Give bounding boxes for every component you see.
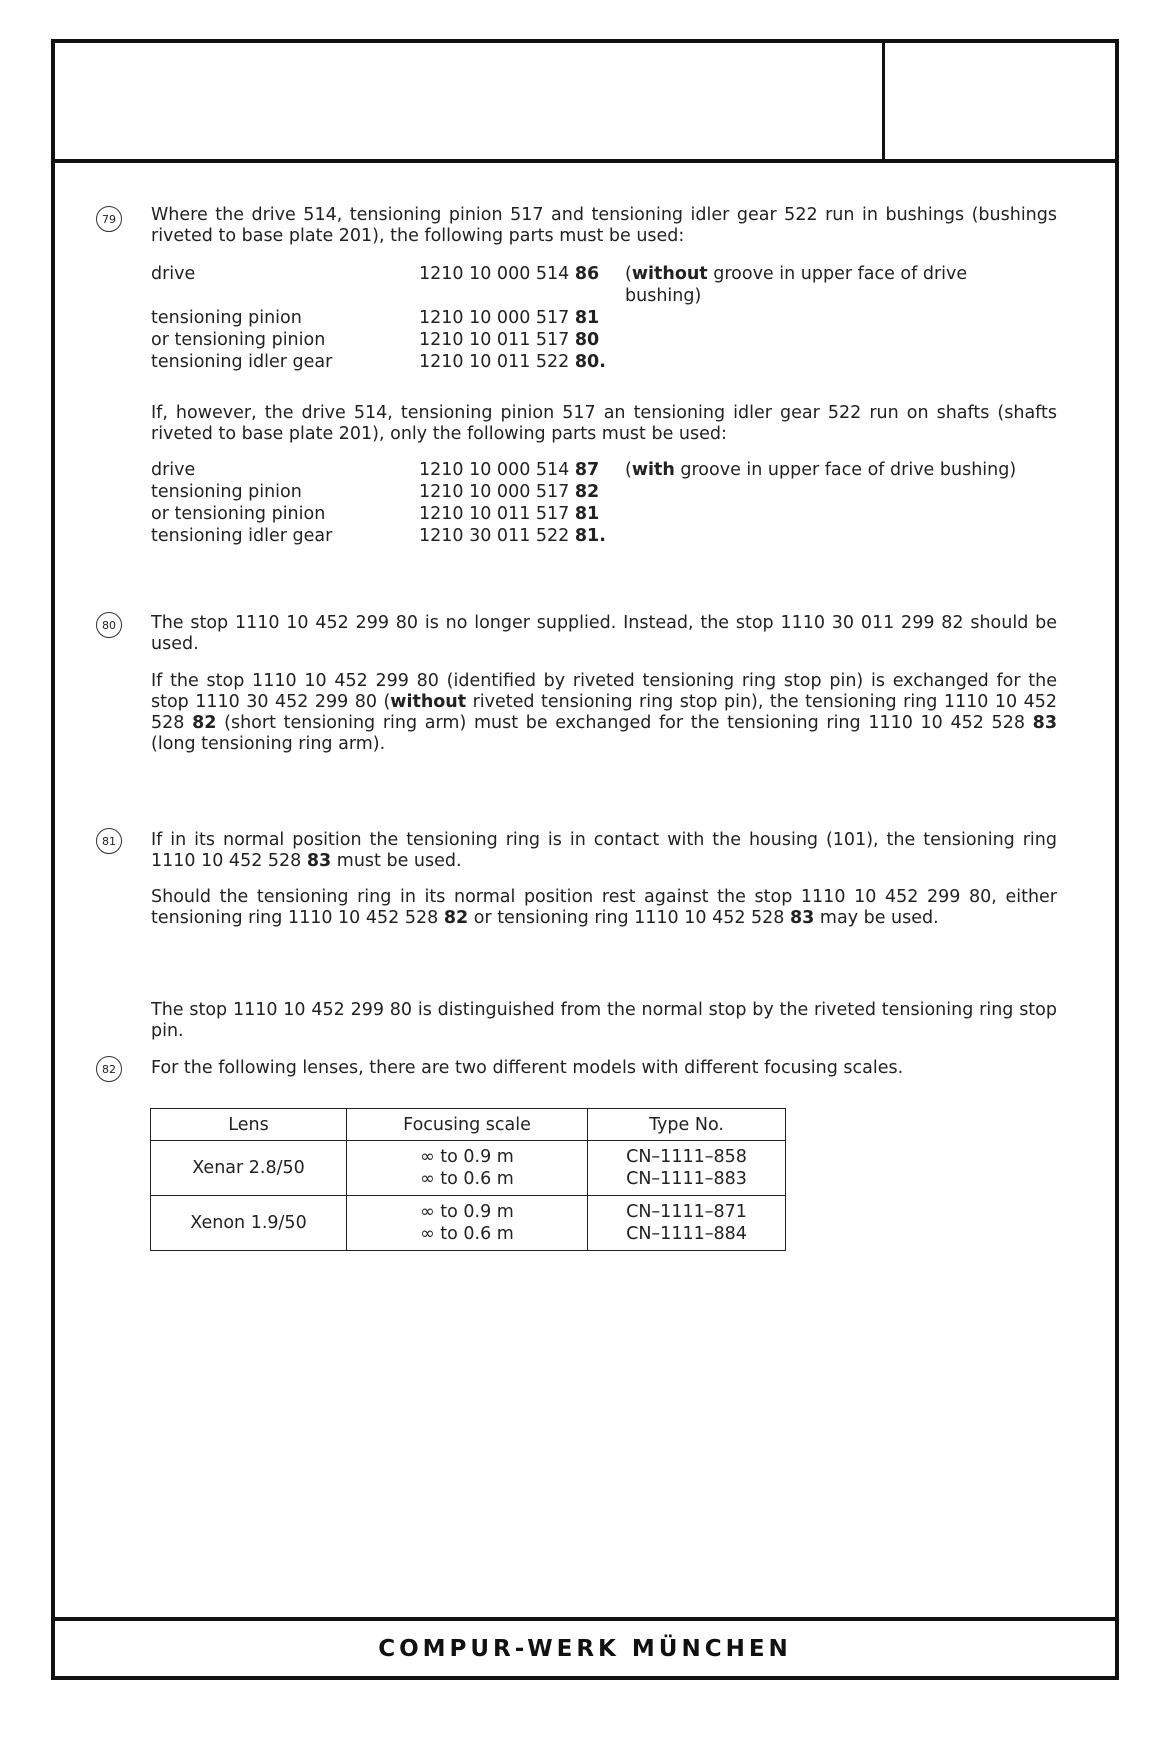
part-name: tensioning pinion [151, 482, 302, 502]
lens-cell: Xenon 1.9/50 [151, 1196, 347, 1251]
lens-cell: Xenar 2.8/50 [151, 1141, 347, 1196]
section-81-p3: The stop 1110 10 452 299 80 is distinguished from the normal stop by the riveted tensioning ring stop pin. [151, 1000, 1057, 1041]
focusing-scale-cell: ∞ to 0.9 m ∞ to 0.6 m [347, 1196, 588, 1251]
part-name: tensioning idler gear [151, 526, 333, 546]
section-79-middle: If, however, the drive 514, tensioning pinion 517 an tensioning idler gear 522 run on shafts (shafts riveted to base plate 201), only the following parts must be used: [151, 403, 1057, 444]
table-row [151, 1196, 786, 1251]
section-80-p2: If the stop 1110 10 452 299 80 (identified by riveted tensioning ring stop pin) is exchanged for the stop 1110 30 452 299 80 (without riveted tensioning ring stop pin), the tensioning ring 1110 10 452 528 82 (short tensioning ring arm) must be exchanged for the tensioning ring 1110 10 452 528 83 (long tensioning ring arm). [151, 671, 1058, 754]
part-number: 1210 10 011 517 81 [419, 504, 600, 524]
table-header-row [151, 1109, 786, 1141]
column-header: Type No. [588, 1109, 786, 1141]
type-no-cell: CN–1111–858 CN–1111–883 [588, 1141, 786, 1196]
part-number: 1210 10 011 517 80 [419, 330, 600, 350]
part-name: tensioning idler gear [151, 352, 333, 372]
section-number-80: 80 [96, 612, 122, 638]
part-name: or tensioning pinion [151, 330, 326, 350]
section-81-p1: If in its normal position the tensioning ring is in contact with the housing (101), the tensioning ring 1110 10 452 528 83 must be used. [151, 830, 1057, 871]
section-number-81: 81 [96, 828, 122, 854]
company-name: COMPUR-WERK MÜNCHEN [378, 1635, 792, 1662]
part-number: 1210 10 011 522 80. [419, 352, 606, 372]
column-header: Lens [151, 1109, 347, 1141]
section-82-p1: For the following lenses, there are two different models with different focusing scales. [151, 1058, 904, 1078]
footer [55, 1617, 1115, 1676]
part-name: tensioning pinion [151, 308, 302, 328]
type-no-cell: CN–1111–871 CN–1111–884 [588, 1196, 786, 1251]
focusing-scale-cell: ∞ to 0.9 m ∞ to 0.6 m [347, 1141, 588, 1196]
column-header: Focusing scale [347, 1109, 588, 1141]
section-80-p1: The stop 1110 10 452 299 80 is no longer supplied. Instead, the stop 1110 30 011 299 82 should be used. [151, 613, 1057, 654]
section-81-p2: Should the tensioning ring in its normal position rest against the stop 1110 10 452 299 80, either tensioning ring 1110 10 452 528 82 or tensioning ring 1110 10 452 528 83 may be used. [151, 887, 1057, 928]
section-number-82: 82 [96, 1056, 122, 1082]
part-note: (without groove in upper face of drive bushing) [625, 264, 968, 306]
part-name: or tensioning pinion [151, 504, 326, 524]
section-number-79: 79 [96, 206, 122, 232]
part-number: 1210 10 000 514 87 [419, 460, 600, 480]
part-number: 1210 10 000 514 86 [419, 264, 600, 284]
part-number: 1210 30 011 522 81. [419, 526, 606, 546]
part-name: drive [151, 264, 196, 284]
part-name: drive [151, 460, 196, 480]
part-number: 1210 10 000 517 82 [419, 482, 600, 502]
part-number: 1210 10 000 517 81 [419, 308, 600, 328]
part-note: (with groove in upper face of drive bushing) [625, 460, 1017, 480]
table-row [151, 1141, 786, 1196]
section-79-intro: Where the drive 514, tensioning pinion 517 and tensioning idler gear 522 run in bushings (bushings riveted to base plate 201), the following parts must be used: [151, 205, 1057, 246]
header-right-box [882, 43, 1115, 159]
header-box [55, 43, 1115, 163]
lens-table [150, 1108, 786, 1251]
